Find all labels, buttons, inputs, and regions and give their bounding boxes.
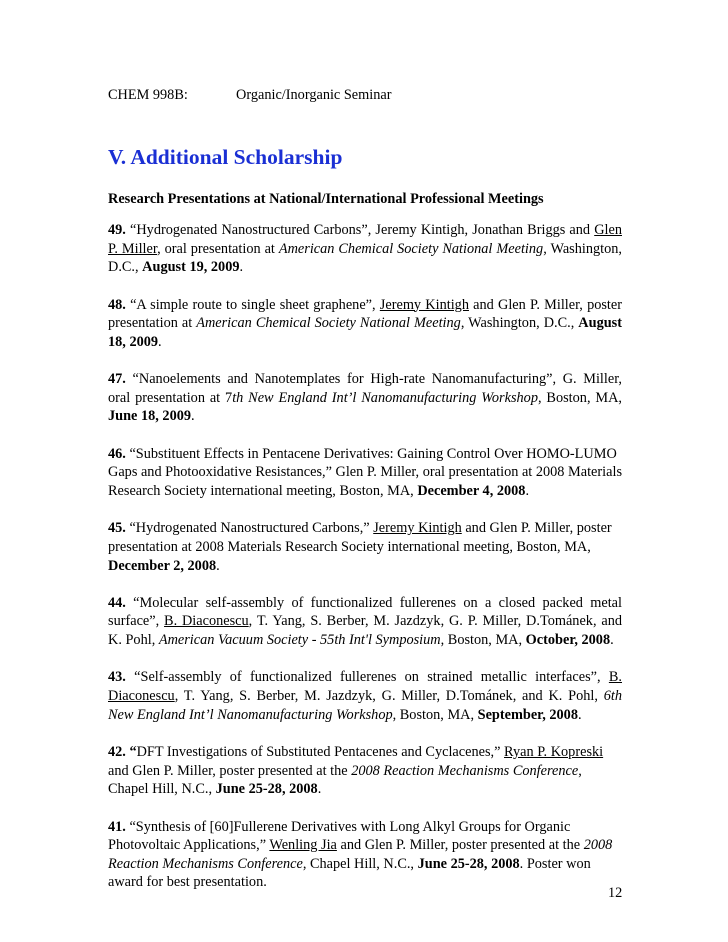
entry-text: “Hydrogenated Nanostructured Carbons”, Jeremy Kintigh, Jonathan Briggs and xyxy=(125,222,595,238)
entry-text: , Washington, D.C., xyxy=(460,315,579,332)
page-header xyxy=(108,87,392,104)
entry-text: . xyxy=(191,408,195,425)
entry-text: , Chapel Hill, N.C., xyxy=(108,762,582,798)
presenter-name: Ryan P. Kopreski xyxy=(504,744,604,761)
presenter-name: B. Diaconescu xyxy=(108,669,622,705)
section-title: V. Additional Scholarship xyxy=(108,145,343,169)
entry-text: and Glen P. Miller, poster presented at the xyxy=(108,762,352,779)
entry-text: “A simple route to single sheet graphene”, xyxy=(125,296,380,313)
entry-date: December 4, 2008 xyxy=(417,482,526,499)
entry-text: , T. Yang, S. Berber, M. Jazdzyk, G. P. Miller, D.Tománek, and K. Pohl, xyxy=(108,613,623,649)
entry-text: “Self-assembly of functionalized fullerenes on strained metallic interfaces”, xyxy=(125,669,609,686)
presenter-name: Wenling Jia xyxy=(269,837,337,854)
entry-date: December 2, 2008 xyxy=(108,557,217,574)
presenter-name: B. Diaconescu xyxy=(164,613,249,630)
opening-quote: “ xyxy=(129,744,137,761)
entry-date: October, 2008 xyxy=(525,632,611,649)
entry-number: 48. xyxy=(108,296,126,313)
list-item xyxy=(108,519,622,575)
venue-name: 6th New England Int’l Nanomanufacturing Workshop xyxy=(108,688,622,723)
list-item xyxy=(108,296,622,352)
entry-date: September, 2008 xyxy=(477,706,578,723)
entry-number: 49. xyxy=(108,222,126,238)
presenter-name: Glen P. Miller xyxy=(108,222,622,257)
list-item xyxy=(108,668,622,724)
venue-name: American Chemical Society National Meeting xyxy=(196,315,461,332)
subheading: Research Presentations at National/International Professional Meetings xyxy=(108,191,544,207)
entry-text: DFT Investigations of Substituted Pentacenes and Cyclacenes,” xyxy=(136,744,505,761)
list-item xyxy=(108,743,622,799)
course-code: CHEM 998B: xyxy=(108,87,188,103)
entry-text: “Hydrogenated Nanostructured Carbons,” xyxy=(125,520,374,537)
entry-text: . xyxy=(525,482,530,499)
entry-text: , Boston, MA, xyxy=(392,706,478,723)
entry-date: June 25-28, 2008 xyxy=(215,781,318,798)
entry-text: and Glen P. Miller, poster presentation at xyxy=(108,296,623,332)
seminar-name: Organic/Inorganic Seminar xyxy=(236,87,392,103)
entry-text: . xyxy=(216,557,220,574)
entry-text: “Substituent Effects in Pentacene Derivatives: Gaining Control Over HOMO-LUMO Gaps and Photooxidative Resistances,” Glen P. Miller, oral presentation at 2008 Materials Research Society international meeting, Boston, MA, xyxy=(108,445,623,499)
entry-date: August 18, 2009 xyxy=(108,315,622,350)
entry-text: , oral presentation at xyxy=(157,240,279,257)
entry-text: “Molecular self-assembly of functionalized fullerenes on a closed packed metal surface”, xyxy=(108,594,622,630)
entry-date: June 18, 2009 xyxy=(108,408,192,425)
venue-name: 2008 Reaction Mechanisms Conference xyxy=(351,762,579,779)
presenter-name: Jeremy Kintigh xyxy=(379,296,469,313)
list-item xyxy=(108,370,622,426)
venue-name: American Chemical Society National Meeting xyxy=(278,240,544,257)
entry-text: , Boston, MA, xyxy=(440,632,526,649)
entry-text: “Synthesis of [60]Fullerene Derivatives with Long Alkyl Groups for Organic Photovoltaic Applications,” xyxy=(108,818,571,854)
entry-number: 44. xyxy=(108,594,126,611)
entry-text: and Glen P. Miller, poster presentation at 2008 Materials Research Society international meeting, Boston, MA, xyxy=(108,520,612,555)
entry-text: . xyxy=(577,706,582,723)
entry-number: 43. xyxy=(108,669,126,686)
venue-name: 2008 Reaction Mechanisms Conference xyxy=(108,837,613,872)
entry-number: 46. xyxy=(108,445,126,462)
entry-number: 47. xyxy=(108,371,126,388)
venue-name: American Vacuum Society - 55th Int'l Symposium xyxy=(158,632,441,649)
list-item xyxy=(108,594,622,650)
entry-date: June 25-28, 2008 xyxy=(417,855,520,872)
page-number: 12 xyxy=(608,885,623,901)
presentation-list xyxy=(108,221,622,911)
entry-number: 42. xyxy=(108,744,126,761)
entry-text: “Nanoelements and Nanotemplates for High-rate Nanomanufacturing”, G. Miller, oral presentation at 7 xyxy=(108,371,622,406)
list-item xyxy=(108,221,622,277)
entry-text: , Boston, MA, xyxy=(537,389,623,406)
entry-text: . xyxy=(610,632,614,649)
entry-text: , Chapel Hill, N.C., xyxy=(302,855,418,872)
list-item xyxy=(108,818,622,892)
entry-number: 41. xyxy=(108,818,126,835)
entry-text: . Poster won award for best presentation. xyxy=(108,855,591,891)
entry-text: . xyxy=(317,781,322,798)
entry-text: . xyxy=(239,259,244,276)
list-item xyxy=(108,445,622,501)
entry-text: and Glen P. Miller, poster presented at the xyxy=(336,837,584,854)
venue-name: th New England Int’l Nanomanufacturing Workshop xyxy=(232,389,538,406)
presenter-name: Jeremy Kintigh xyxy=(373,520,462,537)
entry-text: . xyxy=(158,333,162,350)
entry-text: , T. Yang, S. Berber, M. Jazdzyk, G. Miller, D.Tománek, and K. Pohl, xyxy=(174,688,604,705)
entry-number: 45. xyxy=(108,520,126,537)
entry-date: August 19, 2009 xyxy=(142,259,240,276)
entry-text: , Washington, D.C., xyxy=(108,240,622,276)
